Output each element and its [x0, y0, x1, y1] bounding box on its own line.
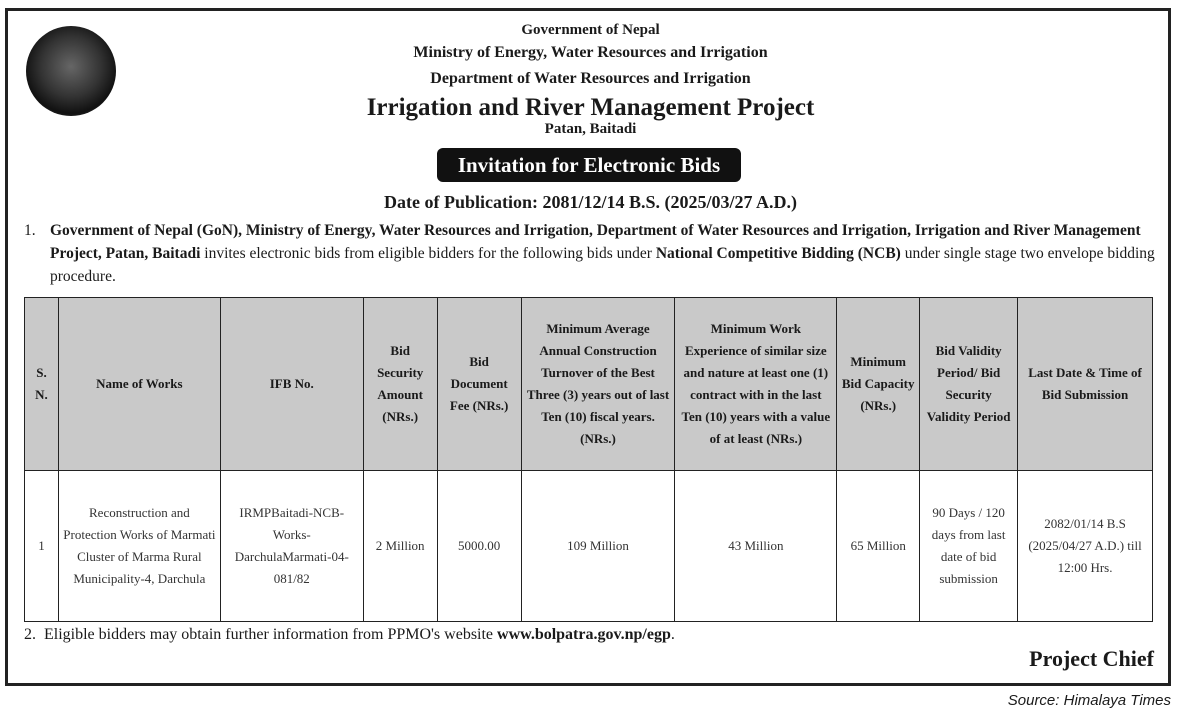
header-cell: Minimum Average Annual Construction Turnover of the Best Three (3) years out of last Ten (10) fiscal years. (NRs.): [521, 298, 675, 471]
notice-title-badge: Invitation for Electronic Bids: [437, 148, 741, 182]
body-text: Eligible bidders may obtain further information from PPMO's website: [44, 626, 498, 643]
header-cell: IFB No.: [220, 298, 363, 471]
paragraph-2: [24, 626, 675, 644]
project-location: Patan, Baitadi: [544, 121, 637, 137]
header-cell: Minimum Work Experience of similar size and nature at least one (1) contract with in the last Ten (10) years with a value of at least (NRs.): [675, 298, 837, 471]
ncb-text: National Competitive Bidding (NCB): [655, 245, 901, 262]
cell-work-experience: 43 Million: [675, 471, 837, 622]
cell-validity: 90 Days / 120 days from last date of bid submission: [920, 471, 1018, 622]
paragraph-number: 2.: [24, 626, 36, 643]
header-cell: Name of Works: [58, 298, 220, 471]
header-cell: Bid Document Fee (NRs.): [437, 298, 521, 471]
signature: Project Chief: [1029, 646, 1154, 671]
website-link[interactable]: www.bolpatra.gov.np/egp: [497, 626, 671, 643]
paragraph-number: 1.: [24, 222, 36, 239]
cell-document-fee: 5000.00: [437, 471, 521, 622]
cell-deadline: 2082/01/14 B.S (2025/04/27 A.D.) till 12:00 Hrs.: [1018, 471, 1153, 622]
header-cell: Minimum Bid Capacity (NRs.): [837, 298, 920, 471]
cell-name-of-works: Reconstruction and Protection Works of Marmati Cluster of Marma Rural Municipality-4, Darchula: [58, 471, 220, 622]
issuer-text: Government of Nepal (GoN), Ministry of Energy, Water Resources and Irrigation, Department of Water Resources and Irrigation, Irrigation and River Management Project, Patan, Baitadi: [50, 222, 1141, 262]
government-heading: Government of Nepal: [521, 22, 660, 38]
publication-date: Date of Publication: 2081/12/14 B.S. (2025/03/27 A.D.): [384, 192, 797, 212]
cell-sn: 1: [25, 471, 59, 622]
header-cell: S. N.: [25, 298, 59, 471]
header-cell: Bid Security Amount (NRs.): [363, 298, 437, 471]
body-text: under single stage two envelope bidding procedure.: [50, 245, 1155, 285]
table-row: [25, 471, 1153, 622]
cell-turnover: 109 Million: [521, 471, 675, 622]
table-header-row: [25, 298, 1153, 471]
cell-bid-capacity: 65 Million: [837, 471, 920, 622]
header-cell: Last Date & Time of Bid Submission: [1018, 298, 1153, 471]
cell-bid-security: 2 Million: [363, 471, 437, 622]
period: .: [670, 626, 675, 643]
body-text: invites electronic bids from eligible bidders for the following bids under: [200, 245, 656, 262]
department-heading: Department of Water Resources and Irrigation: [430, 70, 751, 87]
cell-ifb-no: IRMPBaitadi-NCB-Works-DarchulaMarmati-04-081/82: [220, 471, 363, 622]
paragraph-1: [24, 219, 1160, 288]
source-caption: Source: Himalaya Times: [1007, 692, 1171, 709]
header-cell: Bid Validity Period/ Bid Security Validity Period: [920, 298, 1018, 471]
bids-table: [24, 297, 1153, 622]
project-title: Irrigation and River Management Project: [366, 94, 815, 121]
ministry-heading: Ministry of Energy, Water Resources and Irrigation: [413, 44, 768, 61]
